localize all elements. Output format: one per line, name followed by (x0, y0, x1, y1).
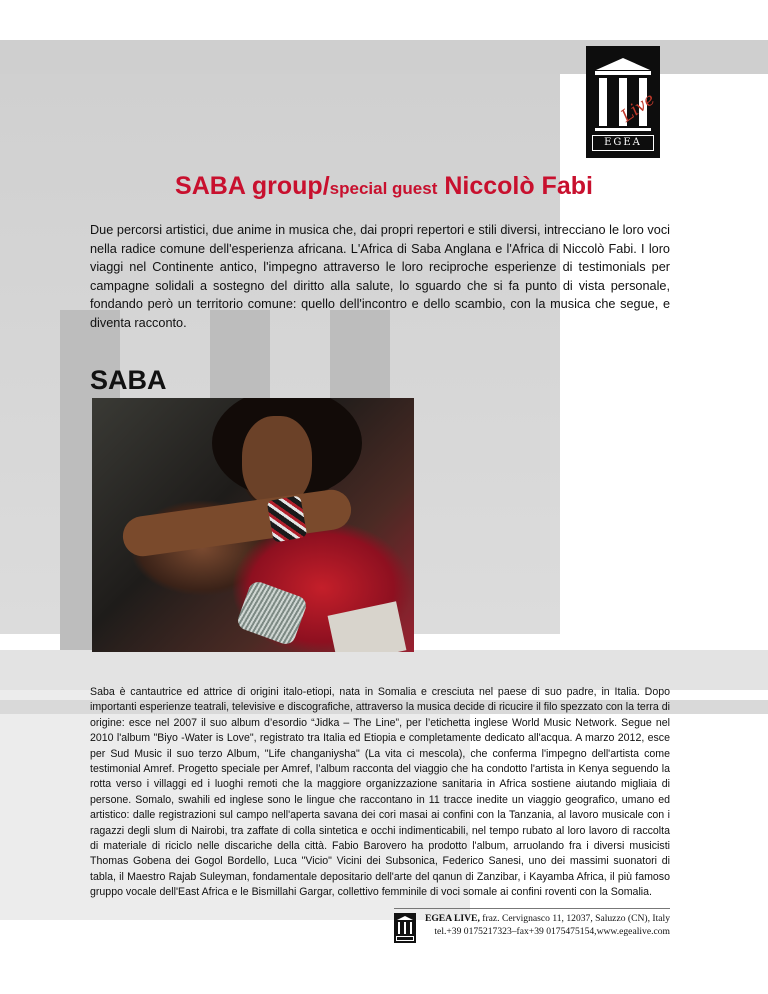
intro-paragraph: Due percorsi artistici, due anime in musica che, dai propri repertori e stili diversi, intrecciano le loro voci nella radice comune dell'esperienza africana. L'Africa di Saba Anglana e l'Africa di Niccolò Fabi. I loro viaggi nel Continente antico, l'impegno attraverso le loro reciproche esperienze di testimonials per campagne solidali a sostegno del diritto alla salute, lo sguardo che si fa punto di vista personale, fondando però un territorio comune: quello dell'incontro e dello scambio, con la musica che segue, e diventa racconto. (90, 223, 670, 330)
logo-brand-text: EGEA (592, 135, 654, 151)
title-special-guest: special guest (329, 179, 438, 198)
logo-live-text: Live (617, 89, 659, 127)
footer-divider (394, 908, 670, 909)
footer-org: EGEA LIVE, (424, 913, 480, 924)
saba-photo (92, 398, 414, 652)
title-guest-name: Niccolò Fabi (437, 172, 593, 200)
section-title-saba: SABA (90, 365, 167, 395)
footer-logo-icon (394, 913, 416, 943)
footer-contacts: tel.+39 0175217323–fax+39 0175475154,www.egealive.com (434, 926, 670, 937)
title-main: SABA group/ (175, 172, 330, 200)
footer-address: fraz. Cervignasco 11, 12037, Saluzzo (CN), Italy (479, 913, 670, 924)
bio-paragraph: Saba è cantautrice ed attrice di origini italo-etiopi, nata in Somalia e cresciuta nel paese di suo padre, in Italia. Dopo importanti esperienze teatrali, televisive e discografiche, attraverso la musica decide di ricucire il filo spezzato con la terra di origine: esce nel 2007 il suo album d’esordio “Jidka – The Line”, per l’etichetta inglese World Music Network. Segue nel 2010 l'album "Biyo -Water is Love", registrato tra Italia ed Etiopia e completamente dedicato all'acqua. A marzo 2012, esce per Sud Music il suo terzo Album, "Life changaniysha" (La vita ci mescola), che conferma l'impegno dell'artista come testimonial Amref. Progetto speciale per Amref, l’album racconta del viaggio che ha condotto l'artista in Kenya seguendo la rotta verso i villaggi ed i luoghi remoti che la maggiore organizzazione sanitaria in Africa sostiene aiutando migliaia di persone. Somalo, swahili ed inglese sono le lingue che raccontano in 11 tracce inedite un viaggio geografico, umano ed artistico: dalle registrazioni sul campo nell'aperta savana dei cori masai ai confini con la Tanzania, al lavoro musicale con i ragazzi degli slum di Nairobi, tra zaffate di colla sintetica e occhi indimenticabili, nel tempo rubato al loro lavoro di raccolta di materiale di riciclo nelle discariche della città. Fabio Barovero ha prodotto l'album, arruolando fra i diversi musicisti Thomas Gobena dei Gogol Bordello, Luca "Vicio" Vicini dei Subsonica, Federico Sanesi, uno dei massimi suonatori di tabla, il Maestro Rajab Suleyman, fondamentale depositario dell'arte del qanun di Zanzibar, i Kayamba Africa, il più famoso gruppo vocale dell'East Africa e le Bismillahi Gargar, collettivo femminile di voci somale ai confini roventi con la Somalia. (90, 686, 670, 899)
page-title (0, 172, 768, 201)
footer-contact (420, 912, 670, 938)
